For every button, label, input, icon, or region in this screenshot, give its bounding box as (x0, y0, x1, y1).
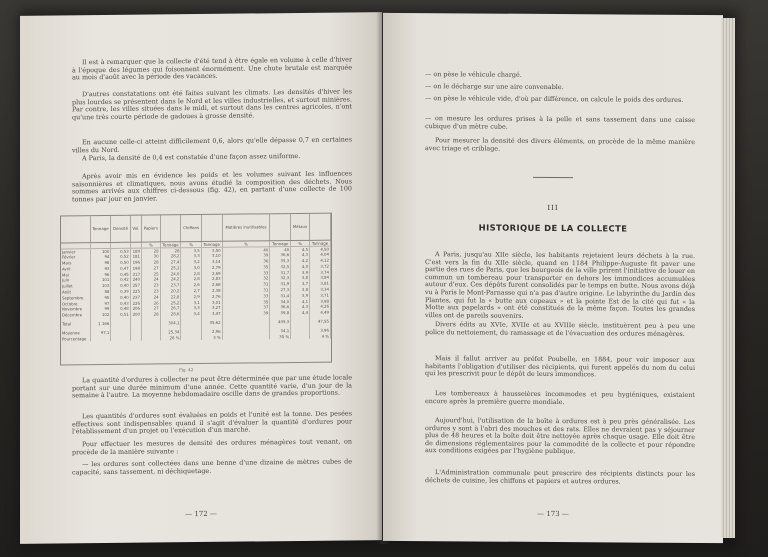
table-cell: 34,1 (270, 328, 291, 334)
table-cell: 25,1 (160, 265, 181, 271)
table-cell: 97,1 (90, 330, 111, 336)
table-cell: 2,96 (201, 328, 222, 334)
table-cell: 2,83 (201, 276, 222, 282)
table-cell: 3,81 (310, 280, 331, 286)
table-cell: 20,2 (160, 288, 181, 294)
paragraph: Les quantités d'ordures sont évaluées en poids et l'unité est la tonne. Des pesées effectives sont indispensables quand il s'agit d'évaluer la quantité d'ordures pour l'établissement d'un projet ou l'exécution d'un marché. (72, 409, 352, 436)
table-cell: Mai (61, 271, 90, 277)
table-cell: Moyenne (61, 330, 90, 336)
table-subheader-cell: Tonnage (310, 240, 331, 246)
table-cell: Juillet (61, 283, 90, 289)
table-cell: 3,27 (201, 305, 222, 311)
table-cell: 33 (222, 269, 270, 275)
table-cell: 36 (222, 258, 270, 264)
table-cell: 4,26 (310, 304, 331, 310)
paragraph: — les ordures sont collectées dans une benne d'une dizaine de mètres cubes de capacité, sans tassement, ni déchiquetage. (72, 457, 352, 476)
table-cell: 3,14 (201, 258, 222, 264)
table-cell: 409,3 (270, 316, 291, 328)
table-cell: 31,4 (270, 292, 291, 298)
table-cell: 3,3 (181, 253, 201, 259)
table-header-cell (310, 214, 331, 240)
table-cell: 28 (142, 259, 161, 265)
table-cell: 240 (130, 277, 141, 283)
table-cell: 24,2 (160, 276, 181, 282)
left-page (20, 12, 382, 544)
table-cell: 3,47 (201, 311, 222, 317)
table-header-cell: Métaux (291, 214, 310, 240)
table-cell: 3,98 (310, 298, 331, 304)
paragraph: En aucune celle-ci atteint difficilement 0,6, alors qu'elle dépasse 0,7 en certaines villes du Nord. (72, 135, 352, 154)
table-cell: 88 (90, 289, 111, 295)
table-cell: 3,5 (181, 247, 201, 253)
list-item: — on pèse le véhicule vide, d'où par différence, on calcule le poids des ordures. (425, 94, 684, 104)
table-cell: 4,04 (310, 251, 331, 257)
table-cell: 37 (222, 304, 270, 310)
table-header-cell: Papiers (142, 215, 161, 241)
paragraph: Divers édits au XVIe, XVIIe et au XVIIIe siècle, instituèrent peu à peu une police du nettoiement, du ramassage et de l'évacuation des ordures ménagères. (425, 320, 695, 338)
table-cell: 39 (222, 252, 270, 258)
table-cell: 0,50 (111, 259, 130, 265)
table-cell: Janvier (61, 248, 90, 254)
page-number: — 172 — (185, 509, 217, 519)
table-cell: 3,7 (291, 281, 310, 287)
paragraph: L'Administration communale peut prescrire des récipients distincts pour les déchets de cuisine, les chiffons et papiers et autres ordures. (425, 468, 695, 486)
table-cell: 31 (222, 281, 270, 287)
table-cell: 3,9 (291, 269, 310, 275)
table-cell (181, 334, 201, 340)
table-cell: 27,3 (270, 287, 291, 293)
table-cell: 4,3 (291, 304, 310, 310)
right-page (383, 13, 723, 543)
table-cell: 4 % (310, 333, 331, 339)
table-cell: 2,9 (181, 293, 201, 299)
table-cell: 3,4 (181, 311, 201, 317)
table-cell: Pourcentage (61, 336, 90, 342)
table-cell: 4,0 (291, 263, 310, 269)
table-cell: 0,51 (111, 312, 130, 318)
table-cell: 99 (90, 306, 111, 312)
table-cell: Mars (61, 260, 90, 266)
table-subheader-cell: Tonnage (160, 241, 181, 247)
table-cell: 4,12 (310, 257, 331, 263)
table-cell: 0,40 (111, 283, 130, 289)
table-cell: 23,7 (160, 282, 181, 288)
table-cell: 32,3 (270, 275, 291, 281)
table-body (61, 246, 331, 342)
table-cell: 30 (142, 253, 161, 259)
table-cell: 0,48 (111, 306, 130, 312)
table-cell: 181 (130, 253, 141, 259)
table-cell: 1 166 (90, 318, 111, 330)
table-cell: 26 (142, 300, 161, 306)
table-cell: 22,8 (160, 294, 181, 300)
table-cell: 31 (222, 287, 270, 293)
table-cell: 196 (130, 259, 141, 265)
table-cell: 98 (90, 260, 111, 266)
table-subheader-cell: Tonnage (201, 241, 222, 247)
table-header-cell: Vol. (130, 216, 141, 242)
table-cell: 3,3 (181, 305, 201, 311)
table-cell: 3,1 (181, 299, 201, 305)
table-cell: 2,6 (181, 282, 201, 288)
table-subheader-cell: % (222, 240, 270, 246)
table-cell: 34,0 (270, 298, 291, 304)
table-cell (291, 315, 310, 327)
table-cell: 4,5 (291, 246, 310, 252)
table-cell: 28,2 (160, 253, 181, 259)
table-cell: 32,5 (270, 263, 291, 269)
table-cell: 28 (160, 247, 181, 253)
table-header-cell (160, 215, 181, 241)
table-cell: 4,3 (291, 252, 310, 258)
table-subheader-cell: % (291, 240, 310, 246)
table-header-cell (201, 215, 222, 241)
table-cell: Avril (61, 266, 90, 272)
table-cell: 4,50 (310, 246, 331, 252)
table-cell: 4,2 (291, 257, 310, 263)
table-cell: 25,2 (160, 299, 181, 305)
table-cell: 0,39 (111, 288, 130, 294)
table-cell: 103 (90, 283, 111, 289)
table-cell: 0,52 (111, 254, 130, 260)
table-cell: 200 (130, 311, 141, 317)
table-cell: 4,1 (291, 298, 310, 304)
table-cell: 3,74 (310, 269, 331, 275)
table-cell: 27 (142, 305, 161, 311)
table-cell (111, 317, 130, 329)
table-cell: 0,43 (111, 300, 130, 306)
table-cell: 23 (142, 288, 161, 294)
table-cell: Août (61, 289, 90, 295)
table-cell: 189 (130, 248, 141, 254)
table-cell: 3,84 (310, 275, 331, 281)
table-cell: 2,76 (201, 293, 222, 299)
table-cell: 32 (222, 275, 270, 281)
table-cell: 35 (222, 298, 270, 304)
section-number: III (547, 203, 559, 213)
table-cell: 33 (222, 293, 270, 299)
list-item: — on mesure les ordures prises à la pelle et sans tassement dans une caisse cubique d'un mètre cube. (425, 114, 695, 131)
table-cell: 95 (90, 294, 111, 300)
table-cell: 24 (142, 276, 161, 282)
table-cell: 3 % (201, 334, 222, 340)
list-item: — on le décharge sur une aire convenable. (425, 82, 564, 92)
paragraph: Il est à remarquer que la collecte d'été tend à être égale en volume à celle d'hiver à l'époque des légumes qui foisonnent énormément. Une chute brutale est marquée au mois d'août avec la période des vacances. (72, 55, 352, 82)
table-cell: 93 (90, 265, 111, 271)
figure-caption: Fig. 42 (179, 367, 194, 373)
paragraph: D'autres constatations ont été faites suivant les climats. Les densités d'hiver les plus lourdes se présentent dans le Nord et les villes industrielles, et surtout minières. Par contre, les villes situées dans le midi, et surtout dans les centres agricoles, n'ont qu'une très courte période de gadoues à grosse densité. (72, 87, 352, 122)
table-cell: 2,38 (201, 287, 222, 293)
table-header-cell: Densité (111, 216, 130, 242)
table-cell (291, 333, 310, 339)
table-cell: 304,1 (160, 317, 181, 329)
table-cell: 35 (222, 264, 270, 270)
table-cell: 28,6 (160, 311, 181, 317)
table-cell: 0,40 (111, 294, 130, 300)
table-cell: 27 (142, 265, 161, 271)
composition-table (60, 213, 332, 373)
table-cell: 36,6 (270, 304, 291, 310)
table-cell: 27,4 (160, 259, 181, 265)
table-cell: 3,50 (201, 247, 222, 253)
paragraph: Pour effectuer les mesures de densité des ordures ménagères tout venant, on procède de la manière suivante : (72, 437, 352, 456)
table-subheader-cell: Tonnage (270, 240, 291, 246)
paragraph: La quantité d'ordures à collecter ne peut être déterminée que par une étude locale portant sur une durée minimum d'une année. Cette quantité varie, d'un jour de la semaine à l'autre. La moyenne hebdomadaire oscille dans de grandes proportions. (72, 373, 352, 400)
table-subheader-cell: % (181, 241, 201, 247)
table-subheader-cell: % (142, 241, 161, 247)
table-cell (130, 317, 141, 329)
paragraph: A Paris, la densité de 0,4 est constatée d'une façon assez uniforme. (82, 151, 301, 163)
table-cell: 225 (130, 288, 141, 294)
table-cell: 35 % (270, 333, 291, 339)
table-cell: 3,2 (181, 259, 201, 265)
table-cell: 3,9 (291, 292, 310, 298)
table-cell: 3,8 (291, 275, 310, 281)
table-cell: 26,7 (160, 305, 181, 311)
section-title: HISTORIQUE DE LA COLLECTE (478, 222, 628, 234)
table-cell: 96 (90, 271, 111, 277)
paragraph: Aujourd'hui, l'utilisation de la boîte à ordures est à peu près généralisée. Les ordures y sont à l'abri des mouches et des rats. Elles ne devraient pas y séjourner plus de 48 heures et la boîte doit être nettoyée après chaque usage. Elle doit être de dimensions réglementaires pour la commodité de la collecte et pour répondre aux conditions exigées par l'hygiène publique. (425, 416, 695, 456)
table-cell: 94 (90, 254, 111, 260)
table-cell (142, 317, 161, 329)
table-cell: 3,01 (201, 299, 222, 305)
table-cell: 39,8 (270, 310, 291, 316)
table-cell: 31,9 (270, 281, 291, 287)
table-header-cell: Matières inutilisables (222, 214, 270, 240)
table-header-row (61, 214, 331, 243)
paragraph: Pour mesurer la densité des divers éléments, on procède de la même manière avec triage et criblage. (425, 136, 695, 153)
table-cell: 2,8 (181, 276, 201, 282)
table-cell: 3,0 (181, 264, 201, 270)
page-edges (721, 18, 735, 538)
list-item: — on pèse le véhicule chargé. (425, 70, 522, 79)
table-cell: 40 (222, 246, 270, 252)
table-cell: 47,55 (310, 315, 331, 327)
table-header-cell (270, 214, 291, 240)
table-cell: 24,0 (160, 270, 181, 276)
table-cell (90, 335, 111, 341)
table-cell: 3,72 (310, 263, 331, 269)
table-cell (111, 335, 130, 341)
table-cell: 198 (130, 265, 141, 271)
table-cell: 3,34 (310, 286, 331, 292)
table-cell: 102 (90, 312, 111, 318)
paragraph: Après avoir mis en évidence les poids et les volumes suivant les influences saisonnières et climatiques, nous avons étudié la composition des déchets. Nous sommes arrivés aux chiffres ci-dessous (fig. 42), en partant d'une collecte de 100 tonnes par jour en janvier. (72, 169, 352, 204)
table-cell: 97 (90, 300, 111, 306)
table-cell: 2,79 (201, 264, 222, 270)
table-cell: 0,42 (111, 277, 130, 283)
table-cell: 23 (142, 282, 161, 288)
table-cell: 28 (142, 311, 161, 317)
table-cell: 35,62 (201, 316, 222, 328)
table-cell: 24 (142, 294, 161, 300)
table-cell: Novembre (61, 306, 90, 312)
page-number: — 173 — (537, 509, 569, 519)
table-cell: 3,71 (310, 292, 331, 298)
table-cell: 35,3 (270, 258, 291, 264)
table-cell: 226 (130, 300, 141, 306)
table-cell (222, 316, 270, 328)
table-header-cell: Chiffons (181, 215, 201, 241)
table-cell: 40 (270, 246, 291, 252)
table-cell: 237 (130, 294, 141, 300)
table-cell: 25,34 (160, 329, 181, 335)
table-cell: 28 (142, 247, 161, 253)
table-cell: 3,96 (310, 327, 331, 333)
table-cell: 100 (90, 248, 111, 254)
table-cell: 31,7 (270, 269, 291, 275)
paragraph: Les tombereaux à hausseières incommodes et peu hygiéniques, existaient encore après la première guerre mondiale. (425, 389, 695, 406)
table-cell: 3,10 (201, 253, 222, 259)
composition-table-grid (61, 214, 331, 342)
table-cell: Octobre (61, 300, 90, 306)
table-cell: Février (61, 254, 90, 260)
table-cell: Septembre (61, 295, 90, 301)
table-cell: 25 (142, 271, 161, 277)
table-cell: 2,7 (181, 288, 201, 294)
table-cell: Total (61, 318, 90, 330)
table-cell: 0,45 (111, 271, 130, 277)
table-cell (130, 335, 141, 341)
table-cell (222, 334, 270, 340)
table-cell: 2,8 (181, 270, 201, 276)
table-cell: 36,6 (270, 252, 291, 258)
table-cell: 206 (130, 306, 141, 312)
table-cell: 0,53 (111, 248, 130, 254)
paragraph: A Paris, jusqu'au XIIe siècle, les habitants rejetaient leurs déchets à la rue. C'est vers la fin du XIIe siècle, quand en 1184 Philippe-Auguste fit paver une partie des rues de Paris, que les bourgeois de la ville prirent l'initiative de louer en commun un tombereau pour transporter en dehors les immondices accumulées autour d'eux. Ces dépôts furent consolidés par le temps en butte. Nous avons déjà vu à Paris le Mont-Parnasse qui n'a pas d'autre origine. Le labyrinthe du Jardin des Plantes, qui fut la « butte aux copeaux » et la pointe Est de la cité qui fut « la Motte aux papelards » ont été constitués de la même façon. Toutes les grandes villes ont de pareils souvenirs. (425, 250, 695, 320)
table-cell (142, 335, 161, 341)
table-cell: 257 (130, 282, 141, 288)
table-cell: 4,49 (310, 309, 331, 315)
table-cell: Juin (61, 277, 90, 283)
table-cell: 2,69 (201, 270, 222, 276)
table-header-cell (61, 216, 90, 242)
table-cell: Décembre (61, 312, 90, 318)
table-cell: 2,68 (201, 282, 222, 288)
section-divider (533, 177, 573, 178)
paragraph: Mais il fallut arriver au préfet Poubelle, en 1884, pour voir imposer aux habitants l'obligation d'utiliser des récipients, qui furent appelés du nom du celui qui les prescrivit pour le dépôt de leurs immondices. (425, 354, 695, 379)
table-cell: 213 (130, 271, 141, 277)
table-cell: 3,8 (291, 286, 310, 292)
table-cell: 0,47 (111, 265, 130, 271)
table-cell (181, 317, 201, 329)
table-cell: 39 (222, 310, 270, 316)
table-cell: 101 (90, 277, 111, 283)
table-cell: 26 % (160, 335, 181, 341)
table-header-cell: Tonnage (90, 216, 111, 242)
table-cell: 4,4 (291, 310, 310, 316)
